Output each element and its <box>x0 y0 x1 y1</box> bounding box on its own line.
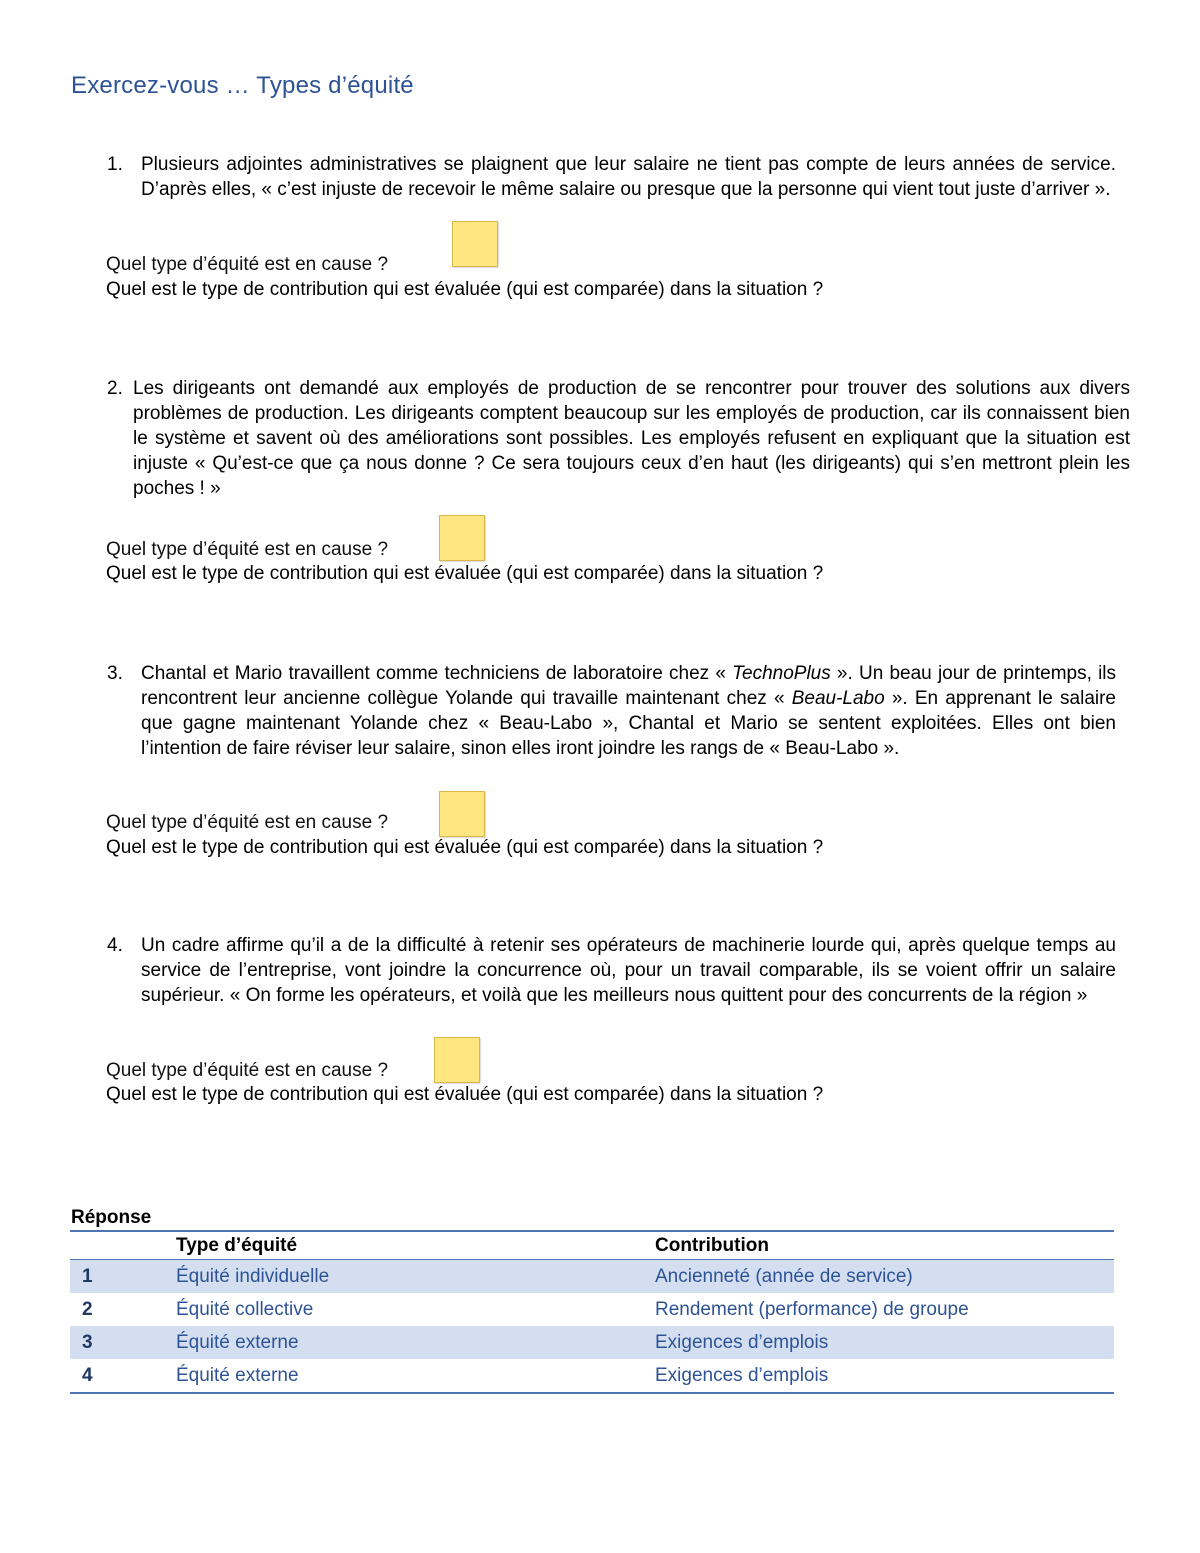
row-equity-type: Équité externe <box>176 1331 299 1353</box>
equity-prompt: Quel type d’équité est en cause ? <box>106 812 389 833</box>
question-text: Chantal et Mario travaillent comme techniciens de laboratoire chez « TechnoPlus ». Un beau jour de printemps, ils rencontrent leur ancienne collègue Yolande qui travaille maintenant chez « Beau-Labo ». En apprenant le salaire que gagne maintenant Yolande chez « Beau-Labo », Chantal et Mario se sentent exploitées. Elles ont bien l’intention de faire réviser leur salaire, sinon elles iront joindre les rangs de « Beau-Labo ». <box>141 663 1117 759</box>
question-number: 2. <box>107 378 123 399</box>
table-header-row <box>70 1232 1114 1260</box>
row-contribution: Rendement (performance) de groupe <box>655 1298 969 1320</box>
equity-prompt: Quel type d’équité est en cause ? <box>106 539 389 560</box>
row-number: 4 <box>82 1364 93 1386</box>
row-number: 2 <box>82 1298 93 1320</box>
contribution-prompt: Quel est le type de contribution qui est évaluée (qui est comparée) dans la situation ? <box>106 837 824 858</box>
response-heading: Réponse <box>71 1207 152 1228</box>
question-text: Un cadre affirme qu’il a de la difficulté à retenir ses opérateurs de machinerie lourde qui, après quelque temps au service de l’entreprise, vont joindre la concurrence où, pour un travail comparable, ils se voient offrir un salaire supérieur. « On forme les opérateurs, et voilà que les meilleurs nous quittent pour des concurrents de la région » <box>141 935 1116 1006</box>
row-contribution: Exigences d’emplois <box>655 1331 829 1353</box>
response-table <box>70 1230 1114 1394</box>
table-row <box>70 1260 1114 1293</box>
column-header-type: Type d’équité <box>176 1234 298 1256</box>
question-text: Les dirigeants ont demandé aux employés de production de se rencontrer pour trouver des solutions aux divers problèmes de production. Les dirigeants comptent beaucoup sur les employés de production, car ils connaissent bien le système et savent où des améliorations sont possibles. Les employés refusent en expliquant que la situation est injuste « Qu’est-ce que ça nous donne ? Ce sera toujours ceux d’en haut (les dirigeants) qui s’en mettront plein les poches ! » <box>133 378 1130 499</box>
equity-prompt: Quel type d’équité est en cause ? <box>106 1060 389 1081</box>
sticky-note-icon[interactable] <box>439 791 485 837</box>
contribution-prompt: Quel est le type de contribution qui est évaluée (qui est comparée) dans la situation ? <box>106 1084 824 1105</box>
question-number: 3. <box>107 663 123 684</box>
contribution-prompt: Quel est le type de contribution qui est évaluée (qui est comparée) dans la situation ? <box>106 279 824 300</box>
row-equity-type: Équité collective <box>176 1298 314 1320</box>
question-number: 4. <box>107 935 123 956</box>
table-row <box>70 1359 1114 1392</box>
row-number: 1 <box>82 1265 93 1287</box>
table-row <box>70 1326 1114 1359</box>
sticky-note-icon[interactable] <box>452 221 498 267</box>
row-contribution: Ancienneté (année de service) <box>655 1265 913 1287</box>
question-text: Plusieurs adjointes administratives se plaignent que leur salaire ne tient pas compte de leurs années de service. D’après elles, « c’est injuste de recevoir le même salaire ou presque que la personne qui vient tout juste d’arriver ». <box>141 154 1116 200</box>
row-equity-type: Équité externe <box>176 1364 299 1386</box>
table-row <box>70 1293 1114 1326</box>
row-equity-type: Équité individuelle <box>176 1265 330 1287</box>
contribution-prompt: Quel est le type de contribution qui est évaluée (qui est comparée) dans la situation ? <box>106 563 824 584</box>
question-number: 1. <box>107 154 123 175</box>
sticky-note-icon[interactable] <box>439 515 485 561</box>
equity-prompt: Quel type d’équité est en cause ? <box>106 254 389 275</box>
sticky-note-icon[interactable] <box>434 1037 480 1083</box>
row-contribution: Exigences d’emplois <box>655 1364 829 1386</box>
page-title: Exercez-vous … Types d’équité <box>71 72 414 99</box>
column-header-contribution: Contribution <box>655 1234 769 1256</box>
row-number: 3 <box>82 1331 93 1353</box>
